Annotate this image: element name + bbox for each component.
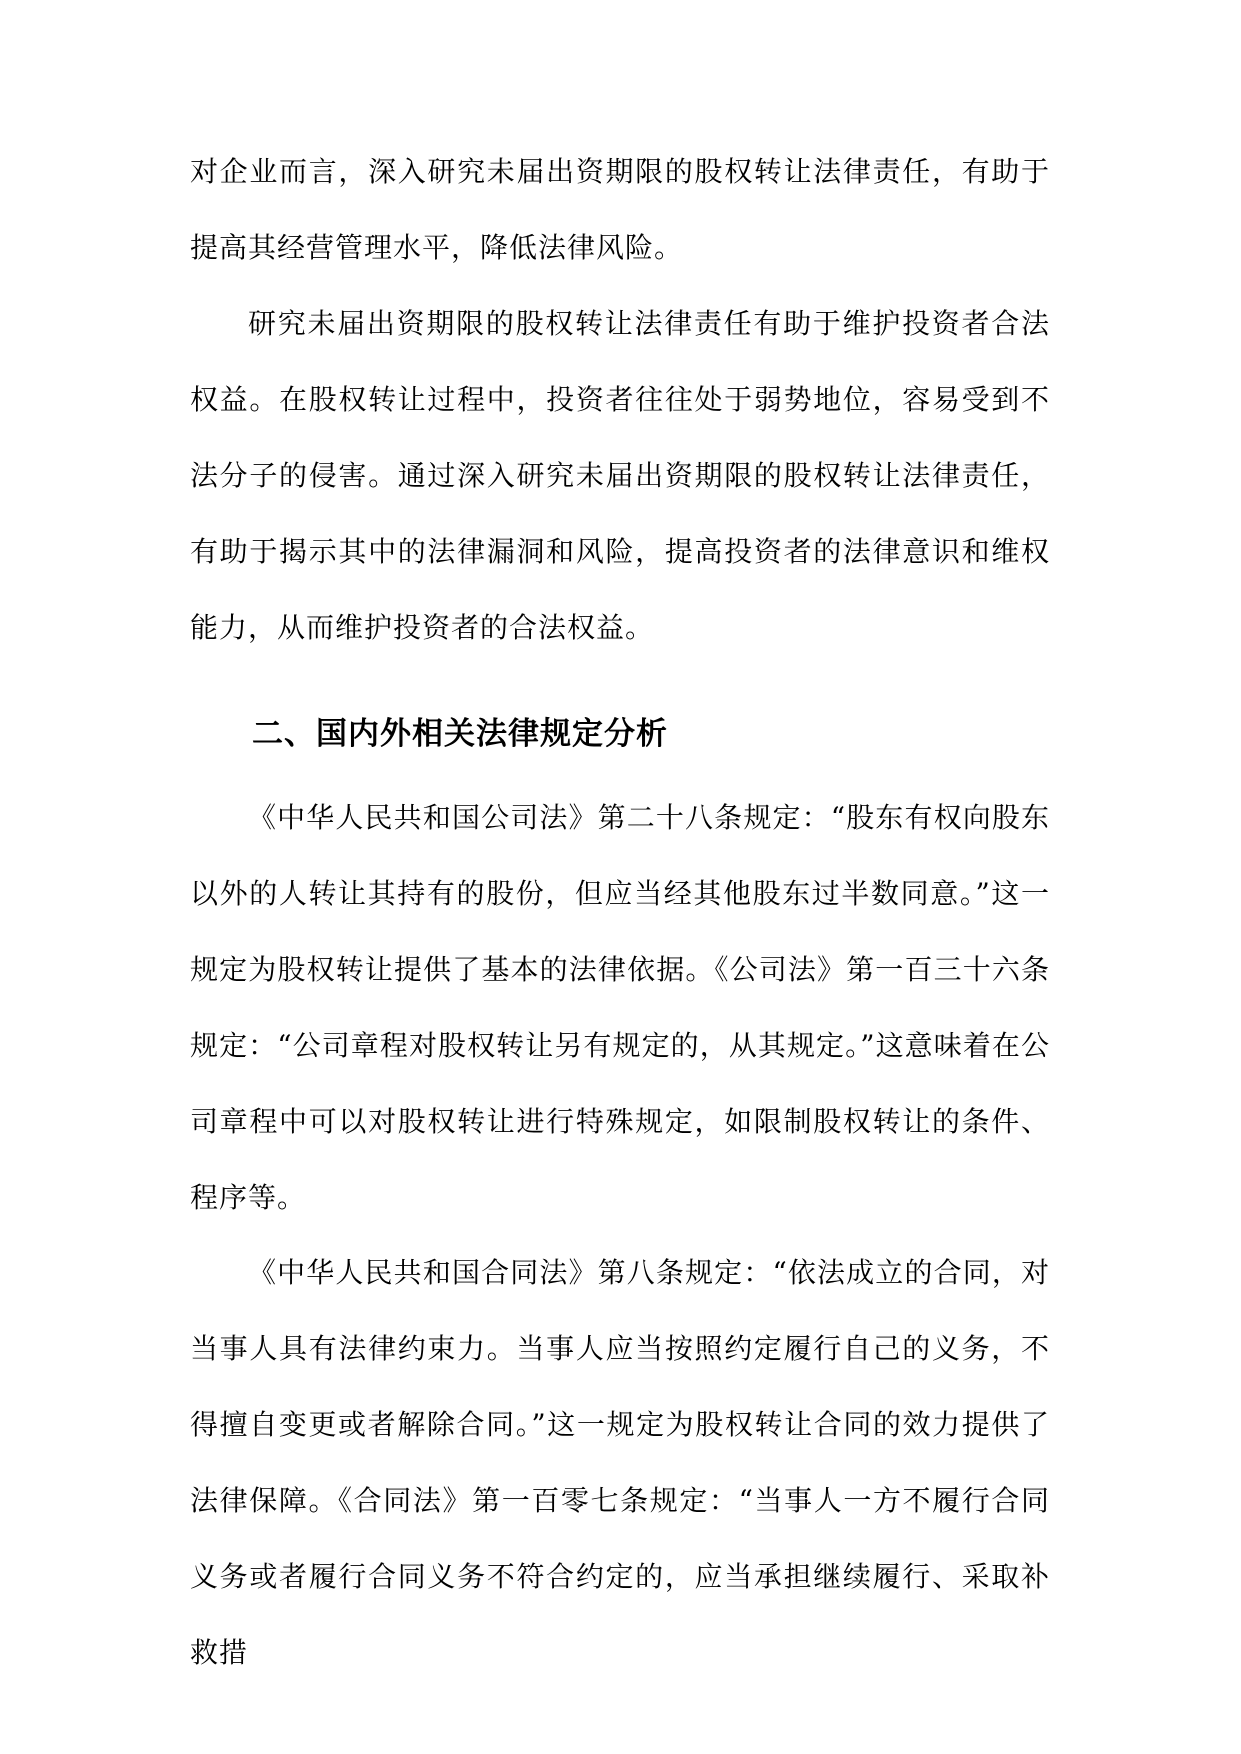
section-heading: 二、国内外相关法律规定分析 — [252, 716, 668, 752]
paragraph-contract-law: 《中华人民共和国合同法》第八条规定：“依法成立的合同，对当事人具有法律约束力。当事人应当按照约定履行自己的义务，不得擅自变更或者解除合同。”这一规定为股权转让合同的效力提供了法律保障。《合同法》第一百零七条规定：“当事人一方不履行合同义务或者履行合同义务不符合约定的，应当承担继续履行、采取补救措 — [190, 1256, 1050, 1669]
paragraph-enterprise-benefit: 对企业而言，深入研究未届出资期限的股权转让法律责任，有助于提高其经营管理水平，降低法律风险。 — [190, 155, 1050, 264]
paragraph-company-law: 《中华人民共和国公司法》第二十八条规定：“股东有权向股东以外的人转让其持有的股份，但应当经其他股东过半数同意。”这一规定为股权转让提供了基本的法律依据。《公司法》第一百三十六条规定：“公司章程对股权转让另有规定的，从其规定。”这意味着在公司章程中可以对股权转让进行特殊规定，如限制股权转让的条件、程序等。 — [190, 801, 1050, 1214]
paragraph-investor-rights: 研究未届出资期限的股权转让法律责任有助于维护投资者合法权益。在股权转让过程中，投资者往往处于弱势地位，容易受到不法分子的侵害。通过深入研究未届出资期限的股权转让法律责任，有助于揭示其中的法律漏洞和风险，提高投资者的法律意识和维权能力，从而维护投资者的合法权益。 — [190, 307, 1050, 644]
